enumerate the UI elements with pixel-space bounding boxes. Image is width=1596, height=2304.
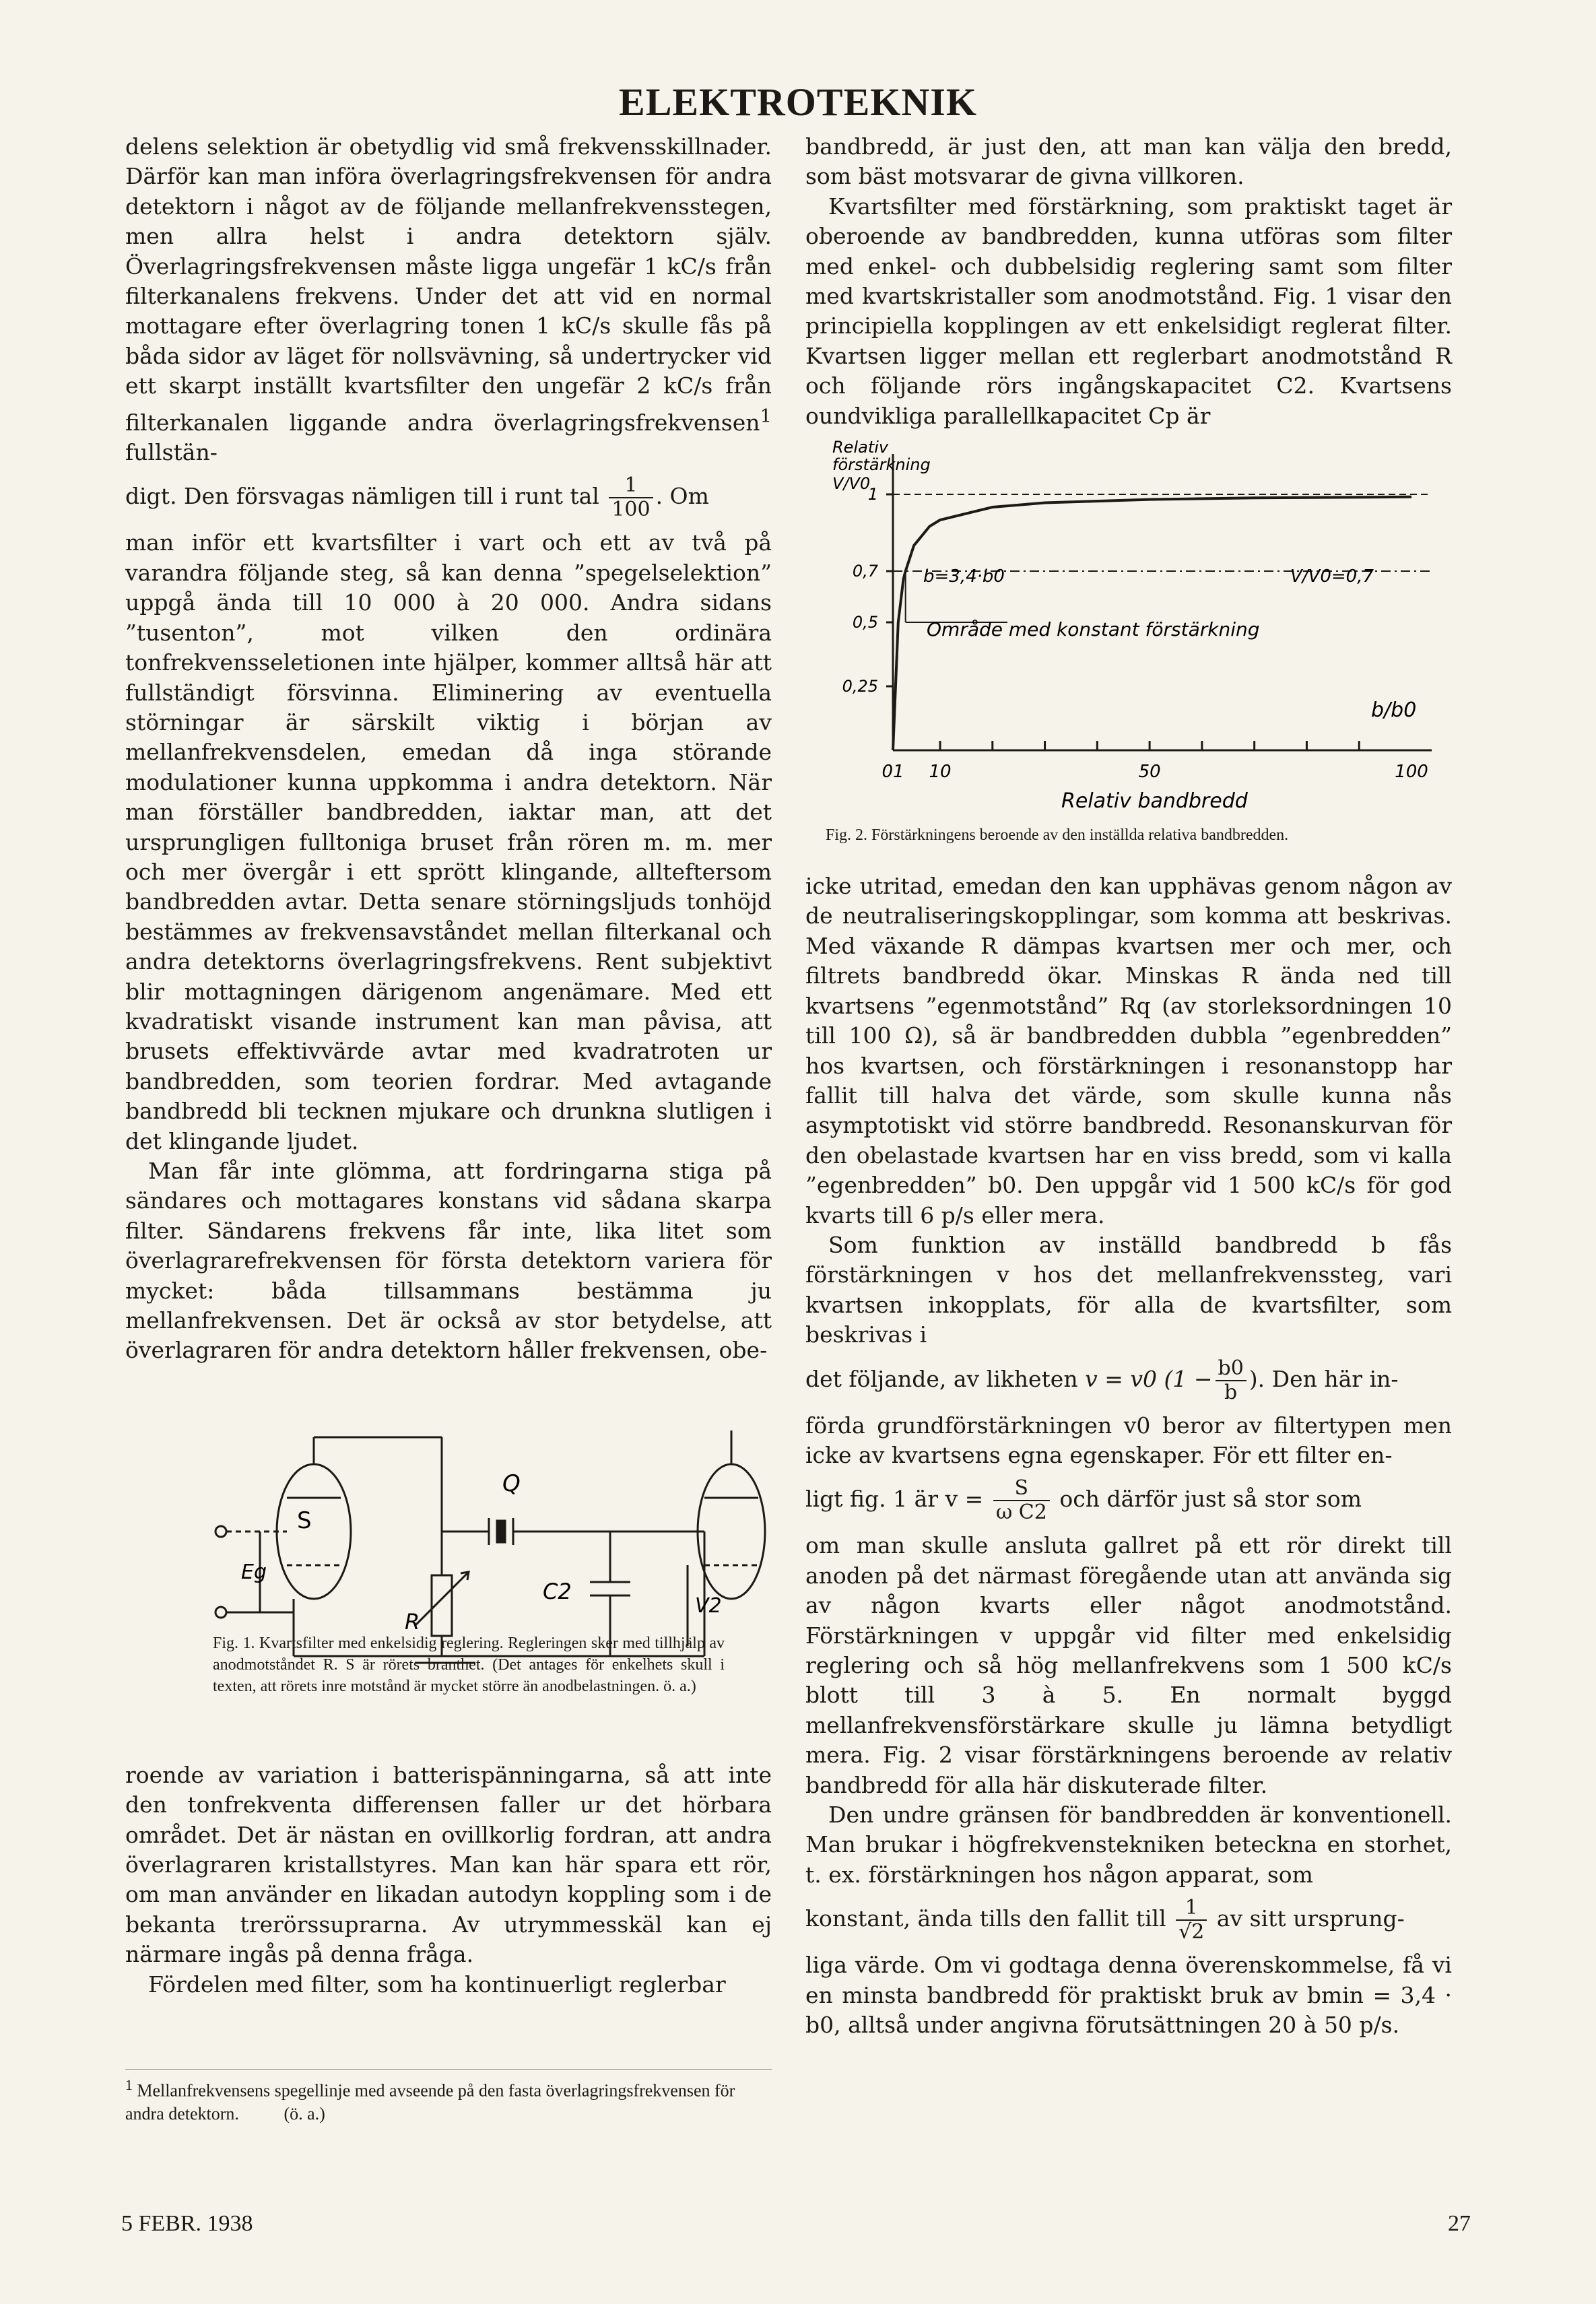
left-paragraph-4: Fördelen med filter, som ha kontinuerligt reglerbar [148,1971,726,1998]
x-axis-symbol: b/b0 [1371,698,1417,723]
amplification-chart [805,440,1452,818]
right-paragraph-3: icke utritad, emedan den kan upphävas genom någon av de neutraliseringskopplingar, som komma att beskrivas. Med växande R dämpas kvartsen mer och mer, och filtrets bandbredd ökar. Minskas R ända ned till kvartsens ”egenmotstånd” Rq (av storleksordningen 10 till 100 Ω), så är bandbredden dubbla ”egenbredden” hos kvartsen, och förstärkningen i resonanstopp har fallit till halva det värde, som skulle kunna nås asymptotiskt vid större bandbredd. Resonanskurvan för den obelastade kvartsen har en viss bredd, som vi kalla ”egenbredden” b0. Den uppgår vid 1 500 kC/s för god kvarts till 6 p/s eller mera. [805,873,1452,1228]
eq1-denominator: b [1224,1380,1238,1404]
label-V2: V2 [695,1593,722,1618]
x-tick-label: 10 [929,762,952,783]
eq-text-start: digt. Den försvagas nämligen till i runt tal [125,483,599,510]
eq3-denominator: √2 [1178,1920,1205,1944]
eq3-start: konstant, ända tills den fallit till [805,1905,1166,1932]
eq3-fraction [1176,1897,1207,1944]
eq2-denominator: ω C2 [995,1501,1047,1525]
x-tick-label: 01 [882,762,904,783]
left-equation-line [125,474,772,521]
eq2-fraction [993,1477,1050,1524]
left-paragraph-2: Man får inte glömma, att fordringarna stiga på sändares och mottagares konstans vid sådana skarpa filter. Sändarens frekvens får inte, lika litet som överlagrarefrekvensen för första detektorn variera för mycket: båda tillsammans bestämma ju mellanfrekvensen. Det är också av stor betydelse, att överlagraren för andra detektorn håller frekvensen, obe- [125,1158,772,1364]
figure-1-caption: Fig. 1. Kvartsfilter med enkelsidig reglering. Regleringen sker med tillhjälp av anodmotståndet R. S är rörets branthet. (Det antages för enkelhets skull i texten, att rörets inre motstånd är mycket större än anodbelastningen. ö. a.) [213,1634,725,1695]
right-paragraph-7: Den undre gränsen för bandbredden är konventionell. Man brukar i högfrekvenstekniken beteckna en storhet, t. ex. förstärkningen hos någon apparat, som [805,1802,1452,1888]
y-tick-label: 0,7 [852,562,878,581]
right-equation-1 [805,1357,1452,1404]
right-column [805,132,1452,2040]
eq2-start: ligt fig. 1 är v = [805,1486,984,1513]
x-axis-label: Relativ bandbredd [1061,789,1248,814]
annotation-v: V/V0=0,7 [1290,566,1374,587]
footnote-sign: (ö. a.) [284,2103,325,2124]
left-paragraph-3: roende av variation i batterispänningarna, så att inte den tonfrekventa differensen faller ur det hörbara området. Det är nästan en ovillkorlig fordran, att andra överlagraren kristallstyres. Man kan här spara ett rör, om man använder en likadan autodyn koppling som i de bekanta trerörssuprarna. Av utrymmesskäl kan ej närmare ingås på denna fråga. [125,1761,772,1968]
right-paragraph-2: Kvartsfilter med förstärkning, som praktiskt taget är oberoende av bandbredden, kunna utföras som filter med enkel- och dubbelsidig reglering samt som filter med kvartskristaller som anodmotstånd. Fig. 1 visar den principiella kopplingen av ett enkelsidigt reglerat filter. Kvartsen ligger mellan ett reglerbart anodmotstånd R och följande rörs ingångskapacitet C2. Kvartsens oundvikliga parallellkapacitet Cp är [805,193,1452,429]
eq2-numerator: S [993,1477,1050,1501]
left-paragraph-1-tail: fullstän- [125,439,218,466]
y-label-2: förstärkning [832,455,931,475]
eq-text-end: . Om [655,483,709,510]
y-label-1: Relativ [832,440,889,457]
fraction-1-100 [609,474,653,521]
y-tick-label: 0,25 [842,677,878,696]
annotation-area: Område med konstant förstärkning [927,618,1260,641]
x-tick-label: 100 [1395,762,1428,783]
eq3-numerator: 1 [1176,1897,1207,1921]
y-ticks [842,485,893,696]
footnote-marker: 1 [760,405,772,427]
page-title: ELEKTROTEKNIK [619,80,977,124]
left-paragraph-1 [125,132,772,467]
eq3-end: av sitt ursprung- [1216,1905,1405,1932]
figure-2 [805,440,1452,871]
eq1-numerator: b0 [1216,1357,1246,1381]
reference-lines [893,494,1432,622]
y-tick-label: 0,5 [852,613,878,632]
eq1-end: ). Den här in- [1249,1365,1399,1392]
fraction-denominator: 100 [611,498,651,522]
label-C2: C2 [543,1578,572,1604]
footnote-text: Mellanfrekvensens spegellinje med avseende på den fasta överlagringsfrekvensen för andra detektorn. [125,2080,735,2124]
left-paragraph-1c: man inför ett kvartsfilter i vart och ett av två på varandra följande steg, så kan denna ”spegelselektion” uppgå ända till 10 000 à 20 000. Andra sidans ”tusenton”, mot vilken den ordinära tonfrekvensseletionen inte hjälper, kommer alltså här att fullständigt försvinna. Eliminering av eventuella störningar är särskilt viktig i början av mellanfrekvensdelen, emedan då inga störande modulationer kunna uppkomma i andra detektorn. När man förställer bandbredden, iaktar man, att det ursprungligen fulltoniga bruset från rören m. m. mer och mer övergår i ett sprött klingande, allteftersom bandbredden avtar. Detta senare störningsljuds tonhöjd bestämmes av frekvensavståndet mellan filterkanal och andra detektorns överlagringsfrekvens. Rent subjektivt blir mottagningen därigenom angenämare. Med ett kvadratiskt visande instrument kan man påvisa, att brusets effektivvärde avtar med kvadratroten ur bandbredden, som teorien fordrar. Med avtagande bandbredd bli tecknen mjukare och drunkna slutligen i det klingande ljudet. [125,529,772,1154]
label-R: R [405,1608,420,1635]
right-paragraph-4: Som funktion av inställd bandbredd b fås förstärkningen v hos det mellanfrekvenssteg, vari kvartsen inkopplats, för alla de kvartsfilter, som beskrivas i [805,1231,1452,1348]
footnote-number: 1 [125,2077,133,2093]
footer-page-number: 27 [1448,2211,1471,2236]
eq1-body: v = v0 (1 − [1085,1365,1213,1392]
y-tick-label: 1 [867,485,878,504]
label-Q: Q [502,1470,521,1497]
y-label-3: V/V0 [832,474,871,494]
label-Eg: Eg [241,1560,267,1584]
left-paragraph-1-text: delens selektion är obetydlig vid små frekvensskillnader. Därför kan man införa överlagringsfrekvensen för andra detektorn i något av de följande mellanfrekvensstegen, men allra helst i andra detektorn själv. Överlagringsfrekvensen måste ligga ungefär 1 kC/s från filterkanalens frekvens. Under det att vid en normal mottagare efter överlagring tonen 1 kC/s skulle fås på båda sidor av läget för nollsvävning, så undertrycker vid ett skarpt inställt kvartsfilter den ungefär 2 kC/s från filterkanalen liggande andra överlagringsfrekvensen [125,133,772,436]
x-tick-label: 50 [1138,762,1161,783]
fraction-numerator: 1 [609,474,653,498]
right-equation-3 [805,1897,1452,1944]
right-paragraph-6: om man skulle ansluta gallret på ett rör direkt till anoden på det närmast föregående utan att använda sig av någon kvarts eller något anodmotstånd. Förstärkningen v uppgår vid filter med enkelsidig reglering och så hög mellanfrekvens som 1 500 kC/s blott till 3 à 5. En normalt byggd mellanfrekvensförstärkare skulle ju lämna betydligt mera. Fig. 2 visar förstärkningens beroende av relativ bandbredd för alla här diskuterade filter. [805,1532,1452,1798]
figure-2-caption: Fig. 2. Förstärkningens beroende av den inställda relativa bandbredden. [826,826,1289,845]
label-S: S [297,1507,312,1534]
right-paragraph-1: bandbredd, är just den, att man kan välja den bredd, som bäst motsvarar de givna villkoren. [805,133,1452,190]
right-paragraph-8: liga värde. Om vi godtaga denna överenskommelse, få vi en minsta bandbredd för praktiskt bruk av bmin = 3,4 · b0, alltså under angivna förutsättningen 20 à 50 p/s. [805,1952,1452,2039]
eq1-start: det följande, av likheten [805,1365,1078,1392]
eq2-end: och därför just så stor som [1059,1486,1362,1513]
right-equation-2 [805,1477,1452,1524]
eq1-fraction [1216,1357,1246,1404]
footnote [125,2069,772,2126]
x-ticks [882,741,1428,782]
figure-1 [125,1397,772,1760]
left-column [125,132,772,2000]
right-paragraph-5: förda grundförstärkningen v0 beror av filtertypen men icke av kvartsens egna egenskaper. För ett filter en- [805,1412,1452,1468]
footer-date: 5 FEBR. 1938 [121,2211,253,2236]
annotation-b: b=3,4·b0 [923,566,1005,587]
